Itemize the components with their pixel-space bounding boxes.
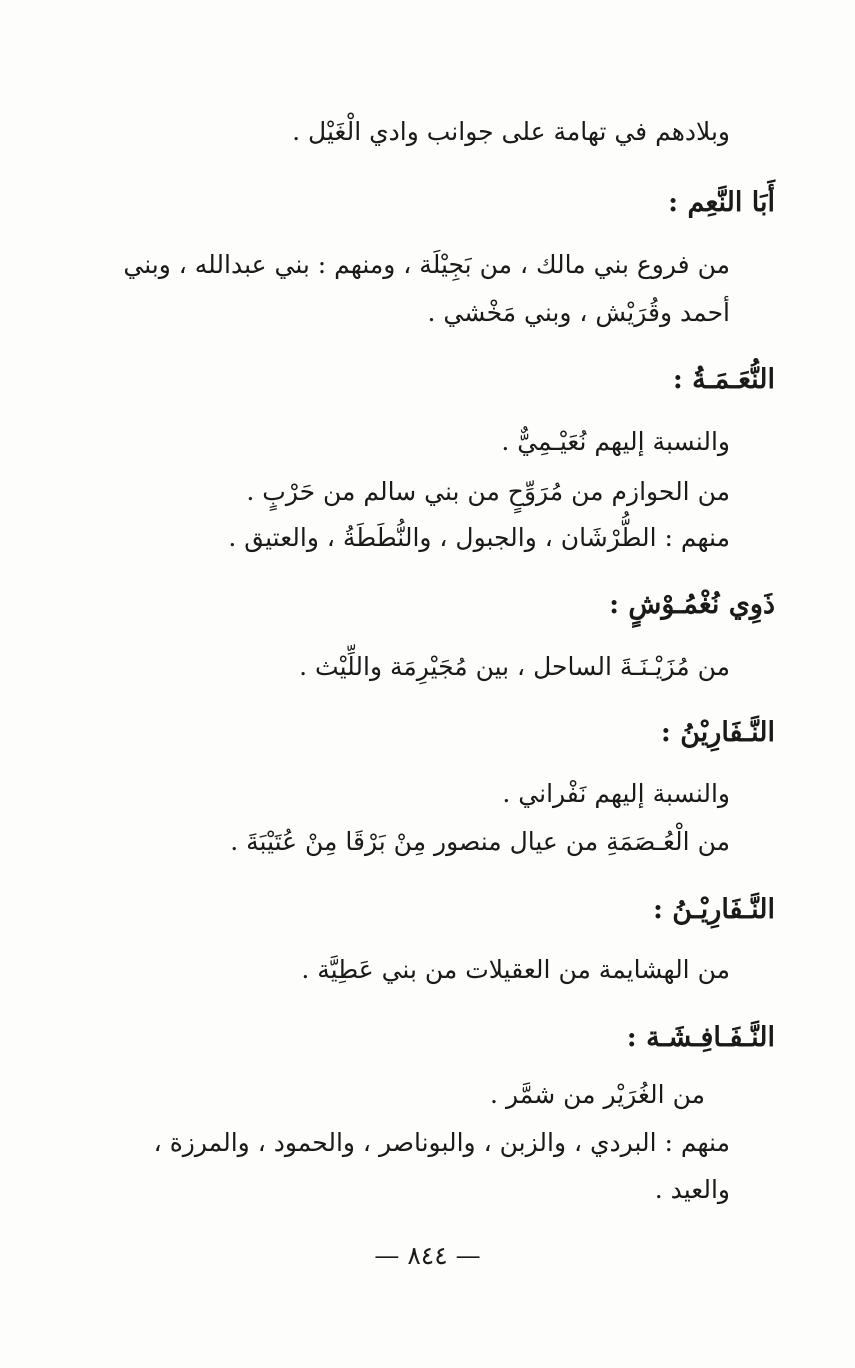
page-number: — ٨٤٤ — — [374, 1241, 481, 1270]
text-line: وبلادهم في تهامة على جوانب وادي الْغَيْل . — [292, 117, 730, 146]
entry-heading: النَّـفَارِيْنُ : — [660, 717, 775, 748]
text-line: من مُزَيْـنَـةَ الساحل ، بين مُجَيْرِمَة واللِّيْث . — [299, 652, 730, 681]
entry-heading: النَّـفَارِيْـنُ : — [652, 894, 775, 925]
text-line: منهم : الطُّرْشَان ، والجبول ، والنُّطَطَةُ ، والعتيق . — [228, 523, 730, 552]
entry-heading: ذَوِي نُغْمُـوْشٍ : — [609, 589, 775, 620]
text-line: والعيد . — [654, 1175, 730, 1204]
text-line: والنسبة إليهم نُعَيْـمِيٌّ . — [501, 427, 730, 456]
text-line: والنسبة إليهم نَفْراني . — [502, 779, 730, 808]
text-line: منهم : البردي ، والزبن ، والبوناصر ، والحمود ، والمرزة ، — [153, 1128, 730, 1157]
text-line: من الغُرَيْر من شمَّر . — [490, 1080, 705, 1109]
text-line: من الْعُـصَمَةِ من عيال منصور مِنْ بَرْقَا مِنْ عُتَيْبَةَ . — [230, 827, 730, 856]
entry-heading: أَبَا النَّعِم : — [668, 187, 775, 218]
text-line: من الهشايمة من العقيلات من بني عَطِيَّة . — [301, 955, 730, 984]
text-line: أحمد وقُرَيْش ، وبني مَخْشي . — [427, 298, 730, 327]
text-line: من الحوازم من مُرَوِّحٍ من بني سالم من حَرْبٍ . — [246, 477, 730, 506]
entry-heading: النُّعَـمَـةُ : — [672, 364, 775, 395]
text-line: من فروع بني مالك ، من بَجِيْلَة ، ومنهم : بني عبدالله ، وبني — [123, 250, 730, 279]
entry-heading: النَّـفَـافِـشَـة : — [626, 1022, 775, 1053]
